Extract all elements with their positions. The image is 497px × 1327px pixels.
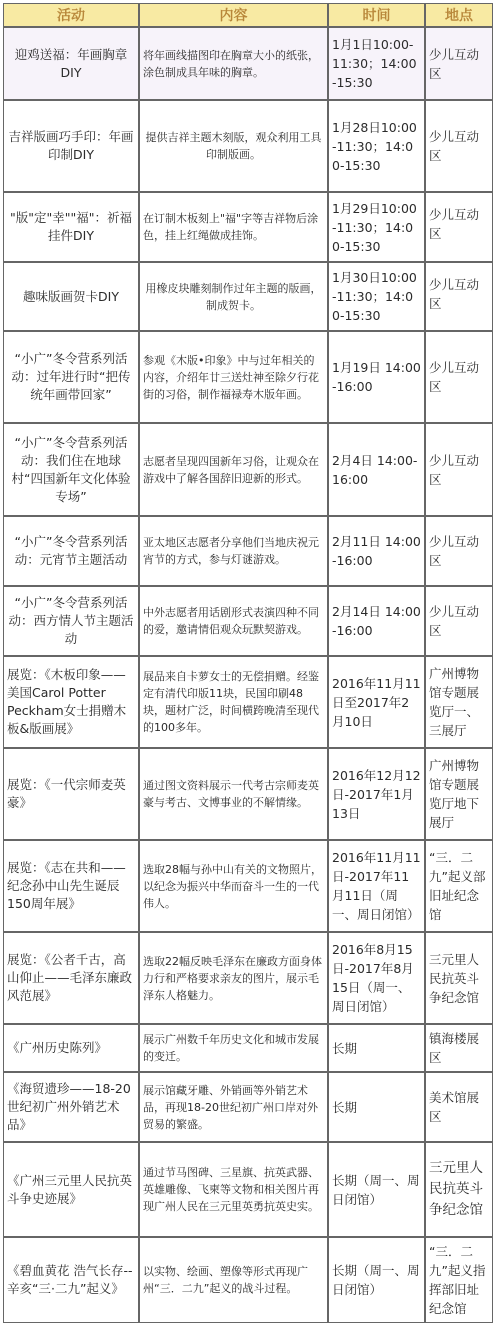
row-content: 展示馆藏牙雕、外销画等外销艺术品，再现18-20世纪初广州口岸对外贸易的繁盛。 bbox=[139, 1072, 328, 1142]
row-content: 以实物、绘画、塑像等形式再现广州“三．二九”起义的战斗过程。 bbox=[139, 1237, 328, 1323]
row-activity: 《广州三元里人民抗英斗争史迹展》 bbox=[3, 1142, 139, 1237]
row-content: 将年画线描图印在胸章大小的纸张，涂色制成具年味的胸章。 bbox=[139, 27, 328, 100]
row-content: 通过图文资料展示一代考古宗师麦英豪与考古、文博事业的不解情缘。 bbox=[139, 748, 328, 840]
row-time: 1月1日10:00-11:30；14:00-15:30 bbox=[328, 27, 425, 100]
row-activity: “小广”冬令营系列活动：我们住在地球村“四国新年文化体验专场” bbox=[3, 423, 139, 516]
row-activity: 《广州历史陈列》 bbox=[3, 1024, 139, 1072]
row-content: 在订制木板刻上"福"字等吉祥物后涂色，挂上红绳做成挂饰。 bbox=[139, 192, 328, 262]
row-activity: 吉祥版画巧手印：年画印制DIY bbox=[3, 100, 139, 192]
row-activity: 趣味版画贺卡DIY bbox=[3, 262, 139, 331]
row-place: 少儿互动区 bbox=[425, 100, 493, 192]
row-place: 少儿互动区 bbox=[425, 192, 493, 262]
row-place: 少儿互动区 bbox=[425, 516, 493, 586]
row-activity: 迎鸡送福：年画胸章DIY bbox=[3, 27, 139, 100]
row-activity: “小广”冬令营系列活动：过年进行时“把传统年画带回家” bbox=[3, 331, 139, 423]
row-activity: “小广”冬令营系列活动：西方情人节主题活动 bbox=[3, 586, 139, 656]
header-time: 时间 bbox=[328, 3, 425, 27]
row-activity: 展览：《志在共和——纪念孙中山先生诞辰150周年展》 bbox=[3, 840, 139, 932]
row-place: 三元里人民抗英斗争纪念馆 bbox=[425, 932, 493, 1024]
header-activity: 活动 bbox=[3, 3, 139, 27]
header-content: 内容 bbox=[139, 3, 328, 27]
row-place: 少儿互动区 bbox=[425, 423, 493, 516]
row-time: 2016年11月11日至2017年2月10日 bbox=[328, 656, 425, 748]
row-time: 2016年12月12日-2017年1月13日 bbox=[328, 748, 425, 840]
header-place: 地点 bbox=[425, 3, 493, 27]
row-place: 少儿互动区 bbox=[425, 331, 493, 423]
row-activity: 展览：《一代宗师麦英豪》 bbox=[3, 748, 139, 840]
row-place: 美术馆展区 bbox=[425, 1072, 493, 1142]
row-activity: 《碧血黄花 浩气长存--辛亥“三·二九”起义》 bbox=[3, 1237, 139, 1323]
row-time: 1月19日 14:00-16:00 bbox=[328, 331, 425, 423]
row-activity: "版"定"幸""福"：祈福挂件DIY bbox=[3, 192, 139, 262]
row-content: 参观《木版•印象》中与过年相关的内容，介绍年廿三送灶神至除夕行花街的习俗，制作福禄寿木版年画。 bbox=[139, 331, 328, 423]
row-place: “三．二九”起义部旧址纪念馆 bbox=[425, 840, 493, 932]
row-activity: “小广”冬令营系列活动：元宵节主题活动 bbox=[3, 516, 139, 586]
row-content: 选取28幅与孙中山有关的文物照片，以纪念为振兴中华而奋斗一生的一代伟人。 bbox=[139, 840, 328, 932]
row-content: 选取22幅反映毛泽东在廉政方面身体力行和严格要求亲友的图片，展示毛泽东人格魅力。 bbox=[139, 932, 328, 1024]
row-content: 通过节马图碑、三星旗、抗英武器、英雄雕像、飞柬等文物和相关图片再现广州人民在三元里英勇抗英史实。 bbox=[139, 1142, 328, 1237]
row-place: 少儿互动区 bbox=[425, 27, 493, 100]
row-place: “三．二九”起义指挥部旧址纪念馆 bbox=[425, 1237, 493, 1323]
row-place: 少儿互动区 bbox=[425, 586, 493, 656]
row-time: 2016年8月15日-2017年8月15日（周一、周日闭馆） bbox=[328, 932, 425, 1024]
row-time: 长期 bbox=[328, 1024, 425, 1072]
row-activity: 展览：《木板印象——美国Carol Potter Peckham女士捐赠木板&版画展》 bbox=[3, 656, 139, 748]
row-content: 用橡皮块雕刻制作过年主题的版画，制成贺卡。 bbox=[139, 262, 328, 331]
row-content: 中外志愿者用话剧形式表演四种不同的爱，邀请情侣观众玩默契游戏。 bbox=[139, 586, 328, 656]
events-table bbox=[3, 3, 493, 1323]
row-content: 志愿者呈现四国新年习俗，让观众在游戏中了解各国辞旧迎新的形式。 bbox=[139, 423, 328, 516]
row-place: 镇海楼展区 bbox=[425, 1024, 493, 1072]
row-place: 三元里人民抗英斗争纪念馆 bbox=[425, 1142, 493, 1237]
row-time: 2月4日 14:00-16:00 bbox=[328, 423, 425, 516]
row-activity: 《海贸遗珍——18-20世纪初广州外销艺术品》 bbox=[3, 1072, 139, 1142]
row-time: 1月29日10:00-11:30；14:00-15:30 bbox=[328, 192, 425, 262]
row-time: 1月30日10:00-11:30；14:00-15:30 bbox=[328, 262, 425, 331]
row-time: 2月11日 14:00-16:00 bbox=[328, 516, 425, 586]
row-time: 1月28日10:00-11:30；14:00-15:30 bbox=[328, 100, 425, 192]
row-time: 长期（周一、周日闭馆） bbox=[328, 1237, 425, 1323]
row-time: 2月14日 14:00-16:00 bbox=[328, 586, 425, 656]
row-content: 亚太地区志愿者分享他们当地庆祝元宵节的方式，参与灯谜游戏。 bbox=[139, 516, 328, 586]
row-activity: 展览：《公者千古，高山仰止——毛泽东廉政风范展》 bbox=[3, 932, 139, 1024]
row-time: 2016年11月11日-2017年11月11日（周一、周日闭馆） bbox=[328, 840, 425, 932]
row-place: 广州博物馆专题展览厅一、三展厅 bbox=[425, 656, 493, 748]
row-time: 长期（周一、周日闭馆） bbox=[328, 1142, 425, 1237]
row-time: 长期 bbox=[328, 1072, 425, 1142]
row-place: 少儿互动区 bbox=[425, 262, 493, 331]
row-content: 展示广州数千年历史文化和城市发展的变迁。 bbox=[139, 1024, 328, 1072]
row-content: 展品来自卡萝女士的无偿捐赠。经鉴定有清代印版11块，民国印刷48块，题材广泛，时间横跨晚清至现代的100多年。 bbox=[139, 656, 328, 748]
row-place: 广州博物馆专题展览厅地下展厅 bbox=[425, 748, 493, 840]
row-content: 提供吉祥主题木刻版，观众利用工具印制版画。 bbox=[139, 100, 328, 192]
